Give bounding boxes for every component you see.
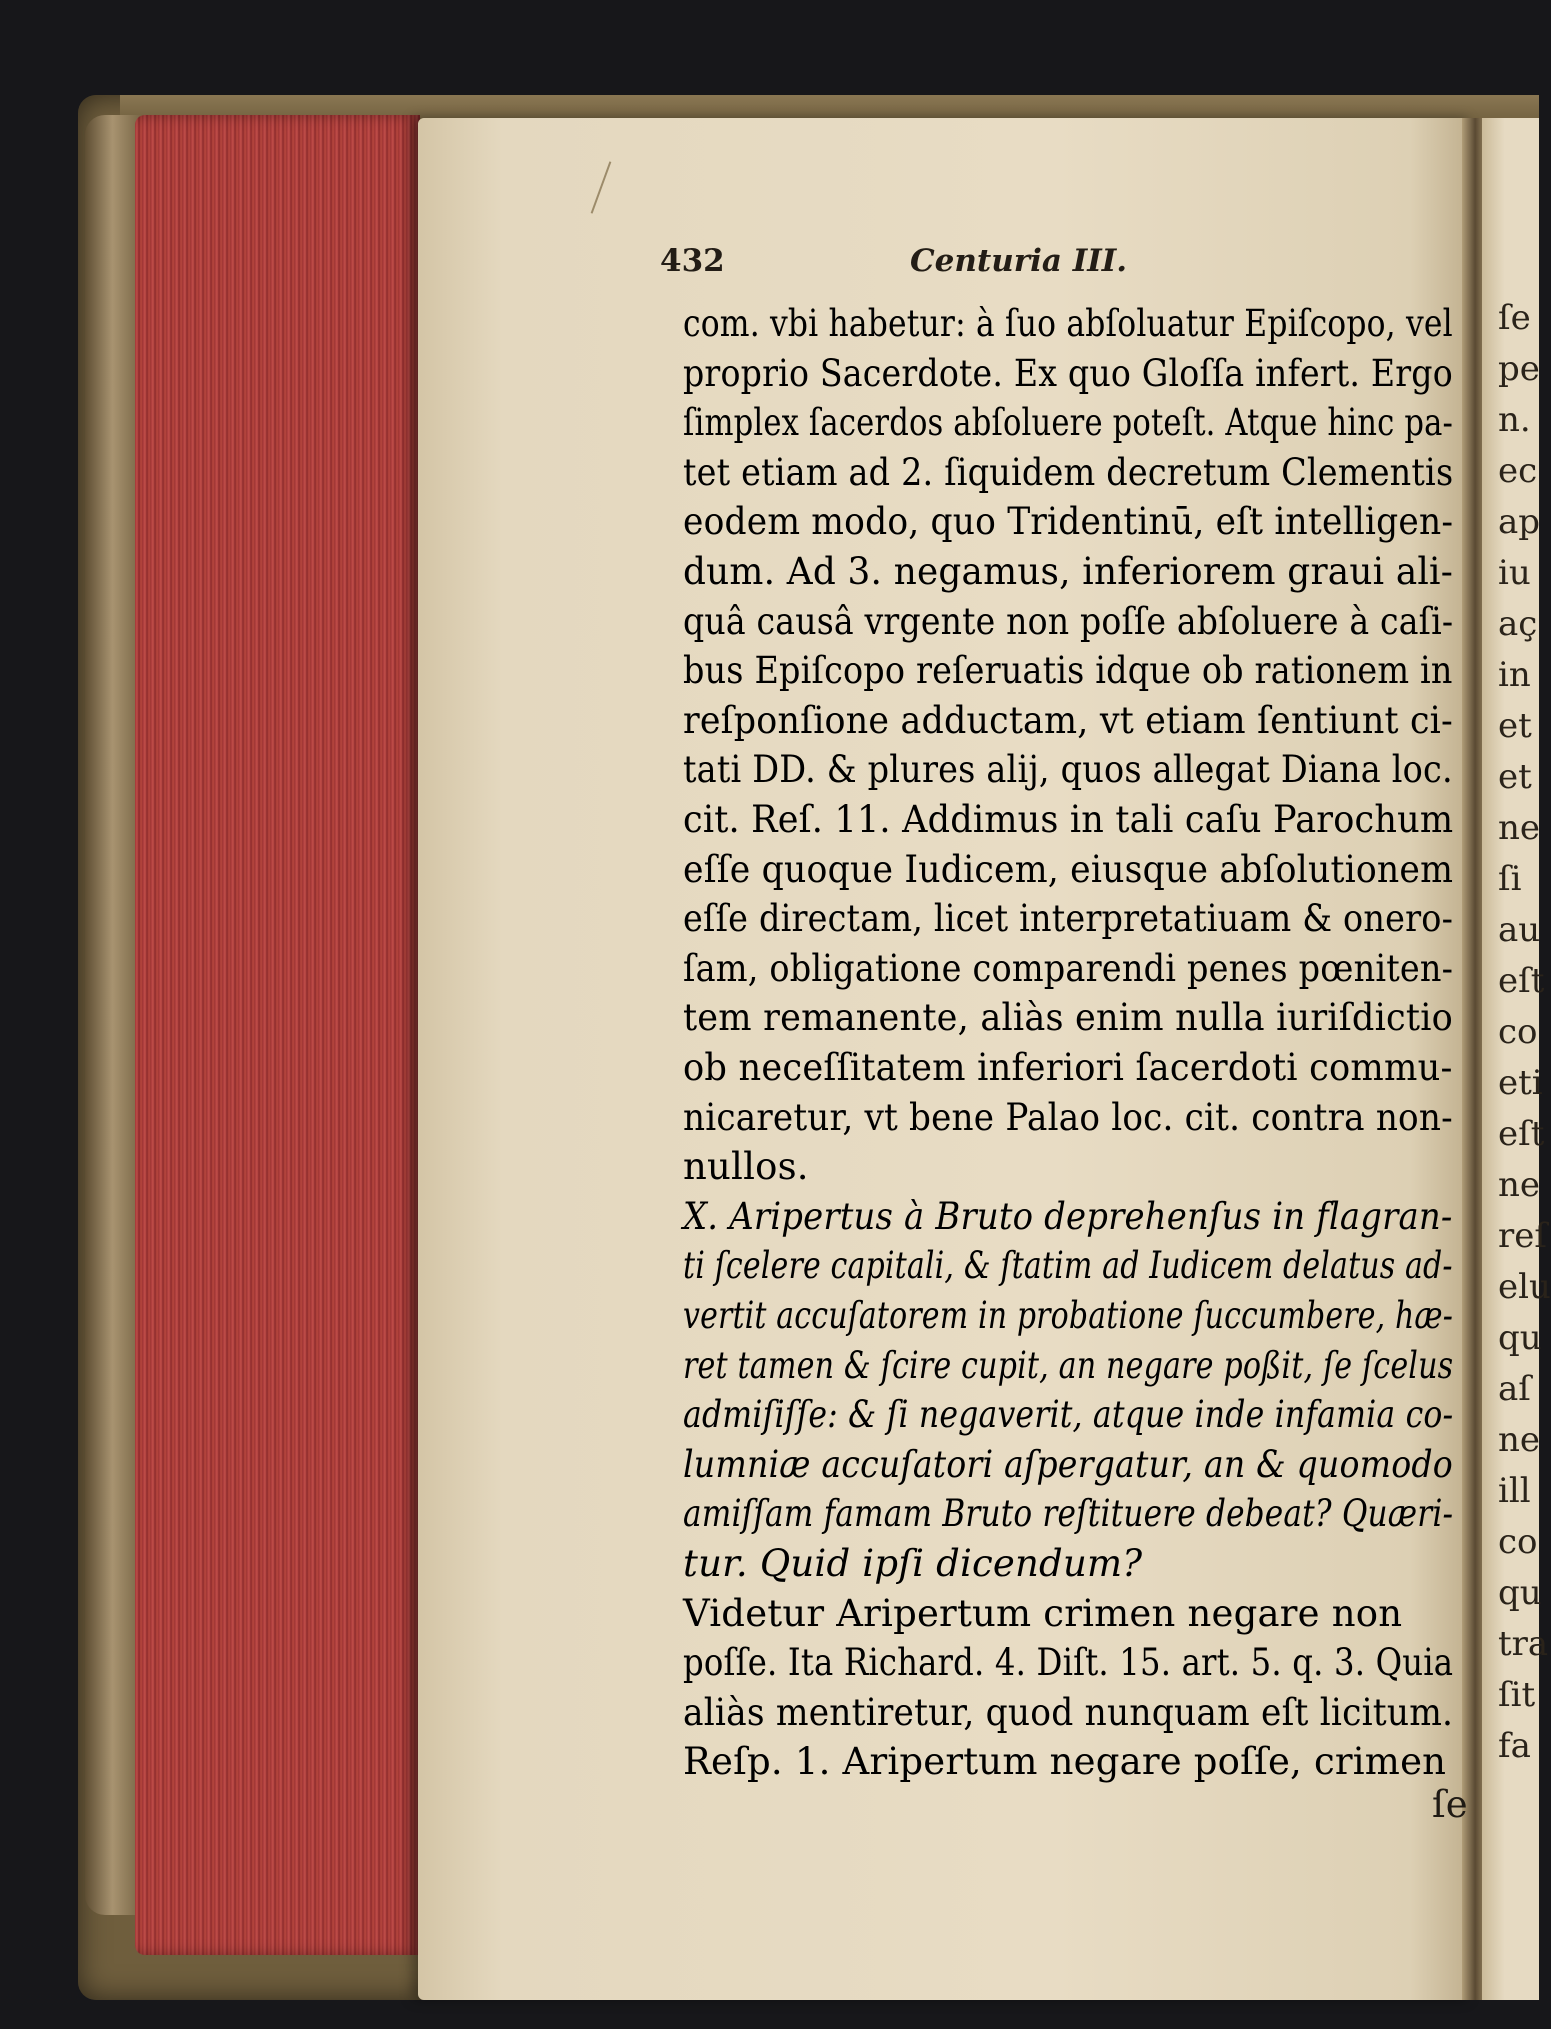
- right-page-fragment: co: [1498, 1522, 1538, 1562]
- right-page-fragment: pe: [1498, 349, 1540, 389]
- text-line: bus Epiſcopo reſeruatis idque ob rationem in: [683, 649, 1453, 693]
- text-line: quâ causâ vrgente non poſſe abſoluere à caſi-: [683, 599, 1454, 643]
- text-line: proprio Sacerdote. Ex quo Gloſſa infert. Ergo: [683, 351, 1453, 395]
- right-page-fragment: qu: [1498, 1318, 1542, 1358]
- text-line: eodem modo, quo Tridentinū, eſt intelligen-: [683, 500, 1454, 544]
- text-line: reſponſione adductam, vt etiam ſentiunt ci-: [683, 698, 1453, 742]
- text-line: ret tamen & ſcire cupit, an negare poßit, ſe ſcelus: [683, 1343, 1454, 1387]
- right-page-fragment: aſ: [1498, 1369, 1531, 1409]
- right-page-fragment: ſit: [1498, 1675, 1536, 1715]
- right-page-fragment: eti: [1498, 1063, 1543, 1103]
- right-page-fragment: eſt: [1498, 961, 1545, 1001]
- right-page-fragment: ſi: [1498, 859, 1522, 899]
- text-line: Reſp. 1. Aripertum negare poſſe, crimen: [683, 1740, 1447, 1784]
- right-page-fragment: ne: [1498, 808, 1541, 848]
- text-line: tati DD. & plures alij, quos allegat Diana loc.: [683, 748, 1453, 792]
- right-page-fragment: au: [1498, 910, 1541, 950]
- text-line: ob neceſſitatem inferiori ſacerdoti commu-: [683, 1046, 1453, 1089]
- text-line: cit. Reſ. 11. Addimus in tali caſu Parochum: [683, 798, 1454, 841]
- gutter: [1462, 118, 1484, 2000]
- text-line: amiſſam famam Bruto reſtituere debeat? Quæri-: [683, 1492, 1454, 1536]
- text-line: poſſe. Ita Richard. 4. Diſt. 15. art. 5. q. 3. Quia: [683, 1641, 1454, 1685]
- right-page-fragment: aç: [1498, 604, 1538, 644]
- page-header: [660, 243, 1460, 283]
- text-line: X. Aripertus à Bruto deprehenſus in flagran-: [683, 1194, 1453, 1238]
- right-page-fragment: n.: [1498, 400, 1531, 440]
- right-page-fragment: et: [1498, 706, 1532, 746]
- text-line: tur. Quid ipſi dicendum?: [683, 1542, 1143, 1585]
- right-page-fragment: ill: [1498, 1471, 1531, 1511]
- running-head: Centuria III.: [910, 243, 1128, 279]
- text-line: dum. Ad 3. negamus, inferiorem graui ali-: [683, 550, 1454, 593]
- page-block-red-edges: [135, 115, 420, 1955]
- right-page-fragment: elu: [1498, 1267, 1551, 1307]
- spine-edge: [85, 115, 140, 1915]
- text-line: lumniæ accuſatori aſpergatur, an & quomodo: [683, 1442, 1453, 1486]
- right-page-fragment: eſt: [1498, 1114, 1545, 1154]
- text-line: ti ſcelere capitali, & ſtatim ad Iudicem delatus ad-: [683, 1244, 1453, 1288]
- right-page-fragment: iu: [1498, 553, 1531, 593]
- text-line: nicaretur, vt bene Palao loc. cit. contra non-: [683, 1095, 1453, 1139]
- text-line: Videtur Aripertum crimen negare non: [683, 1591, 1403, 1635]
- text-line: com. vbi habetur: à ſuo abſoluatur Epiſcopo, vel: [683, 302, 1453, 345]
- right-page-fragment: qu: [1498, 1573, 1542, 1613]
- right-page-fragment: ec: [1498, 451, 1538, 491]
- text-line: tet etiam ad 2. ſiquidem decretum Clementis: [683, 450, 1454, 494]
- text-line: eſſe quoque Iudicem, eiusque abſolutionem: [683, 847, 1454, 891]
- right-page-fragment: in: [1498, 655, 1531, 695]
- text-line: nullos.: [683, 1145, 809, 1189]
- right-page: [1482, 118, 1551, 2000]
- right-page-fragment: co: [1498, 1012, 1538, 1052]
- text-line: aliàs mentiretur, quod nunquam eſt licitum.: [683, 1690, 1454, 1734]
- page-number: 432: [660, 243, 725, 279]
- text-line: vertit accuſatorem in probatione ſuccumbere, hæ-: [683, 1294, 1454, 1337]
- right-page-fragment: reſ: [1498, 1216, 1547, 1256]
- catchword: ſe: [1432, 1783, 1468, 1826]
- text-line: eſſe directam, licet interpretatiuam & onero-: [683, 897, 1454, 941]
- text-line: ſimplex ſacerdos abſoluere poteſt. Atque hinc pa-: [683, 401, 1453, 445]
- right-page-fragment: tra: [1498, 1624, 1549, 1664]
- right-page-fragment: ap: [1498, 502, 1541, 542]
- text-line: ſam, obligatione comparendi penes pœniten-: [683, 946, 1454, 990]
- right-page-fragment: et: [1498, 757, 1532, 797]
- right-page-fragment: ne: [1498, 1420, 1541, 1460]
- right-page-fragment: ſe: [1498, 298, 1531, 338]
- text-line: admiſiſſe: & ſi negaverit, atque inde infamia co-: [683, 1393, 1454, 1437]
- text-line: tem remanente, aliàs enim nulla iuriſdictio: [683, 996, 1453, 1040]
- right-page-fragment: ne: [1498, 1165, 1541, 1205]
- right-page-fragment: fa: [1498, 1726, 1531, 1766]
